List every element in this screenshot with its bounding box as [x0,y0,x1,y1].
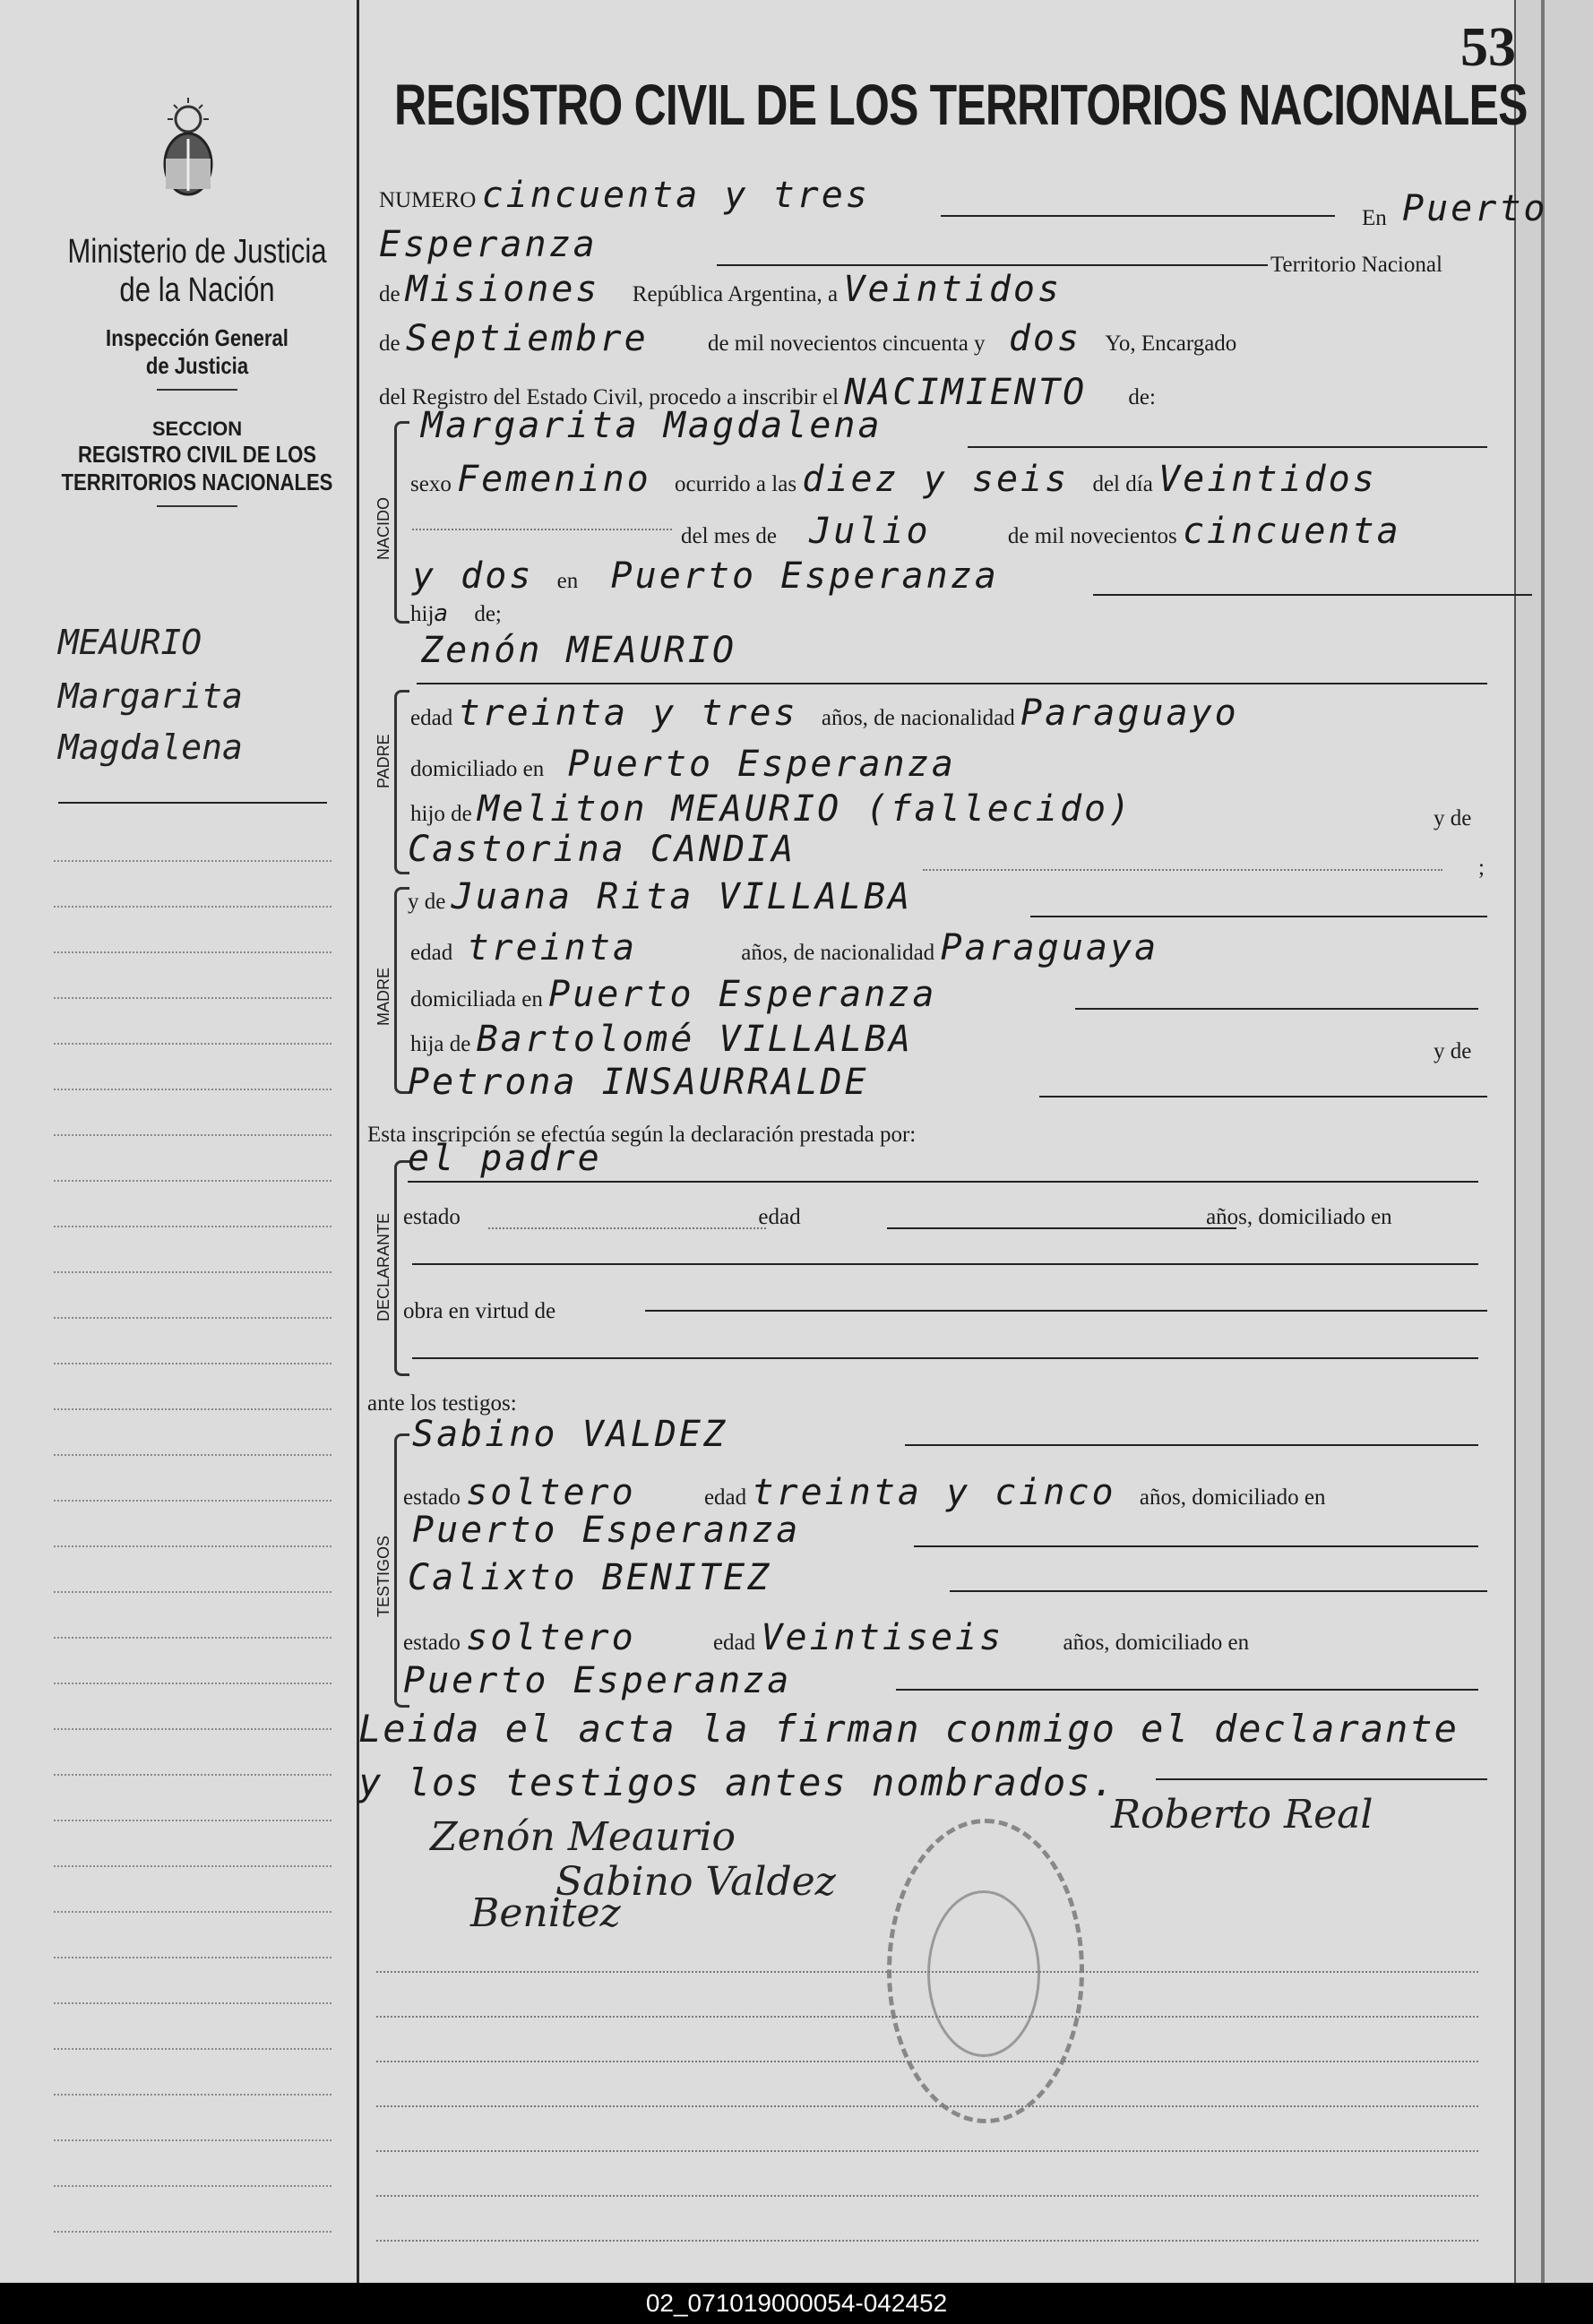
anio-nacimiento: cincuenta [1182,511,1401,552]
label: de; [474,602,502,626]
nacido-bracket [394,421,409,624]
blank-line [717,264,1268,266]
margin-rule [54,2231,332,2233]
lugar-row [412,555,999,597]
territorio: Misiones [405,269,600,310]
testigo1-estado-row [403,1472,1325,1513]
abuela-paterna: Castorina CANDIA [408,829,796,870]
label: en [556,569,579,593]
declarante-label: DECLARANTE [375,1212,392,1321]
blank-line [896,1689,1478,1691]
margin-rule [54,1774,332,1776]
coat-of-arms-icon [157,94,220,202]
margin-rule [54,860,332,862]
blank-line [968,446,1487,448]
y-de-label: y de [1434,806,1472,831]
margin-rule [54,1500,332,1502]
label: del día [1092,472,1153,496]
madre-domicilio-row [410,974,936,1015]
hij-row [410,600,502,627]
blank-line [488,1227,766,1229]
padre-hijo-row [410,788,1132,830]
signature-declarante: Zenón Meaurio [430,1814,736,1860]
bottom-rule [376,2105,1478,2107]
blank-line [1075,1008,1478,1010]
madre-nombre-row [408,876,912,917]
blank-line [412,1263,1478,1265]
margin-rule [54,1865,332,1867]
blank-line [1030,916,1487,917]
margin-given-name: Margarita [58,676,243,716]
closing-line-1: Leida el acta la firman conmigo el declarante [358,1707,1459,1751]
label: años, domiciliado en [1206,1205,1392,1229]
label: hij [410,602,435,626]
margin-rule [54,1271,332,1273]
blank-line [1039,1096,1487,1097]
margin-rule [54,906,332,908]
nombre-nacido: Margarita Magdalena [421,405,883,446]
sexo: Femenino [457,459,651,500]
label: años, de nacionalidad [821,706,1015,730]
page-edge [1514,0,1593,2283]
mes-nacimiento: Julio [809,511,931,552]
declarante-estado-row [403,1205,1392,1230]
testigo1-estado: soltero [466,1472,636,1513]
margin-rule [54,1957,332,1958]
label: sexo [410,472,452,496]
margin-given-name: Magdalena [58,727,243,767]
label: República Argentina, a [632,282,839,306]
madre-nombre: Juana Rita VILLALBA [451,876,913,917]
label: de [379,282,400,306]
blank-line [645,1310,1487,1312]
testigo1-nombre: Sabino VALDEZ [412,1414,728,1455]
hora: diez y seis [802,459,1070,500]
bottom-rule [376,2150,1478,2152]
ministry-line: de Justicia [145,352,249,379]
madre-hija-row [410,1019,913,1060]
label: estado [403,1485,461,1510]
label: domiciliada en [410,987,543,1011]
blank-line [914,1545,1478,1547]
tipo-acta: NACIMIENTO [844,372,1088,413]
ministry-header [36,233,358,516]
madre-domicilio: Puerto Esperanza [548,974,937,1015]
mes: Septiembre [405,318,649,359]
label: de mil novecientos cincuenta y [707,331,986,356]
blank-line [923,869,1442,871]
acta-number: cincuenta y tres [481,175,870,216]
lugar-2: Esperanza [379,224,598,265]
blank-line [417,683,1487,684]
label: y de [408,890,446,914]
label: ocurrido a las [674,472,797,496]
declarante: el padre [408,1138,602,1179]
testigo2-estado-row [403,1617,1249,1658]
label: edad [712,1631,756,1655]
testigo2-domicilio: Puerto Esperanza [403,1660,792,1701]
blank-line [1156,1778,1487,1780]
ministry-line: REGISTRO CIVIL DE LOS [77,441,317,468]
signature-testigo1: Sabino Valdez [555,1859,836,1905]
blank-line [887,1227,1236,1229]
padre-label: PADRE [375,734,392,788]
lugar-nacimiento: Puerto Esperanza [610,555,999,597]
ministry-line: Inspección General [106,324,288,351]
margin-rule [54,1089,332,1090]
padre-edad: treinta y tres [458,693,798,734]
margin-rule [54,951,332,953]
testigo1-domicilio: Puerto Esperanza [412,1510,801,1551]
signature-encargado: Roberto Real [1111,1792,1373,1838]
label: de mil novecientos [1007,524,1177,548]
page-edge-line [1541,0,1545,2283]
margin-rule [54,1454,332,1456]
label: domiciliado en [410,757,545,781]
margin-rule [54,1134,332,1136]
padre-edad-row [410,693,1239,734]
bottom-rule [376,2195,1478,2197]
padre-nombre: Zenón MEAURIO [421,630,737,671]
page-number: 53 [1460,17,1516,78]
semicolon: ; [1478,856,1485,880]
nacido-label: NACIDO [375,496,392,560]
padre-domicilio: Puerto Esperanza [567,744,956,785]
madre-edad-row [410,927,1158,968]
margin-rule [54,1820,332,1821]
declarante-bracket [394,1160,409,1376]
label: del Registro del Estado Civil, procedo a inscribir el [379,385,840,409]
ante-label: ante los testigos: [367,1391,517,1416]
margin-rule [54,2139,332,2141]
ministry-line: SECCION [151,417,243,440]
testigo2-edad: Veintiseis [761,1617,1004,1658]
mes-row [681,511,1401,552]
label: años, de nacionalidad [741,941,935,965]
testigo1-edad: treinta y cinco [752,1472,1116,1513]
lugar-1: Puerto [1402,188,1548,229]
page-title: REGISTRO CIVIL DE LOS TERRITORIOS NACIONALES [394,73,1528,137]
margin-rule [54,1363,332,1364]
madre-nacionalidad: Paraguaya [940,927,1159,968]
margin-rule [54,2185,332,2187]
label: años, domiciliado en [1063,1631,1250,1655]
margin-underline [58,802,327,804]
testigo2-nombre: Calixto BENITEZ [408,1557,772,1598]
ministry-line: de la Nación [119,271,275,309]
margin-rule [54,997,332,999]
madre-label: MADRE [375,967,392,1026]
testigo2-estado: soltero [466,1617,636,1658]
label: edad [703,1485,747,1510]
closing-line-2: y los testigos antes nombrados. [358,1760,1116,1804]
blank-line [1093,594,1532,596]
blank-line [905,1444,1478,1446]
madre-edad: treinta [467,927,638,968]
bottom-rule [376,1971,1478,1973]
label: Yo, Encargado [1105,331,1237,356]
divider [157,389,237,391]
anio-nacimiento-2: y dos [412,555,534,597]
dia-nacimiento: Veintidos [1158,459,1377,500]
sexo-row [410,459,1377,500]
label: hijo de [410,802,472,826]
bottom-rule [376,2016,1478,2018]
blank-line [412,1357,1478,1359]
margin-surname: MEAURIO [58,623,202,662]
blank-line [950,1590,1487,1592]
bottom-rule [376,2240,1478,2242]
margin-rule [54,1591,332,1593]
territorio-label: Territorio Nacional [1270,253,1442,277]
margin-rule [54,2094,332,2096]
abuelo-paterno: Meliton MEAURIO (fallecido) [478,788,1133,830]
margin-rule [54,2002,332,2004]
label: edad [758,1205,801,1229]
label: años, domiciliado en [1139,1485,1326,1510]
margin-rule [54,1728,332,1730]
margin-rule [54,1226,332,1227]
en-label: En [1362,206,1387,230]
image-footer: 02_071019000054-042452 [0,2283,1593,2324]
margin-rule [54,2048,332,2050]
label: edad [410,706,453,730]
numero-row [379,175,870,216]
padre-nacionalidad: Paraguayo [1020,693,1239,734]
territorio-row [379,269,1062,310]
label: de [379,331,400,356]
abuelo-materno: Bartolomé VILLALBA [476,1019,914,1060]
y-de-label: y de [1434,1039,1472,1063]
margin-rule [54,1180,332,1182]
label: estado [403,1631,461,1655]
label: hija de [410,1032,471,1056]
label: estado [403,1205,461,1229]
margin-rule [54,1317,332,1319]
official-seal-inner-icon [927,1890,1040,2057]
dia: Veintidos [843,269,1063,310]
label: edad [410,941,453,965]
ministry-line: TERRITORIOS NACIONALES [61,469,333,495]
label: del mes de [681,524,777,548]
margin-rule [54,1043,332,1045]
margin-rule [54,1911,332,1913]
blank-line [412,529,672,530]
signature-testigo2: Benitez [470,1890,621,1936]
bottom-rule [376,2061,1478,2062]
label: NUMERO [379,188,477,212]
abuela-materna: Petrona INSAURRALDE [408,1062,869,1103]
anio: dos [1008,318,1082,359]
hij-suffix: a [434,600,452,627]
ministry-line: Ministerio de Justicia [67,233,327,271]
testigos-label: TESTIGOS [375,1535,392,1617]
margin-rule [54,1683,332,1684]
blank-line [941,215,1335,217]
padre-domicilio-row [410,744,956,785]
fecha-row [379,318,1236,359]
divider [157,505,237,507]
declaracion-label: Esta inscripción se efectúa según la declaración prestada por: [367,1123,917,1147]
blank-line [408,1181,1478,1183]
margin-rule [54,1545,332,1547]
margin-rule [54,1637,332,1639]
margin-rule [54,1408,332,1410]
label: de: [1128,385,1156,409]
obra-label: obra en virtud de [403,1299,556,1323]
